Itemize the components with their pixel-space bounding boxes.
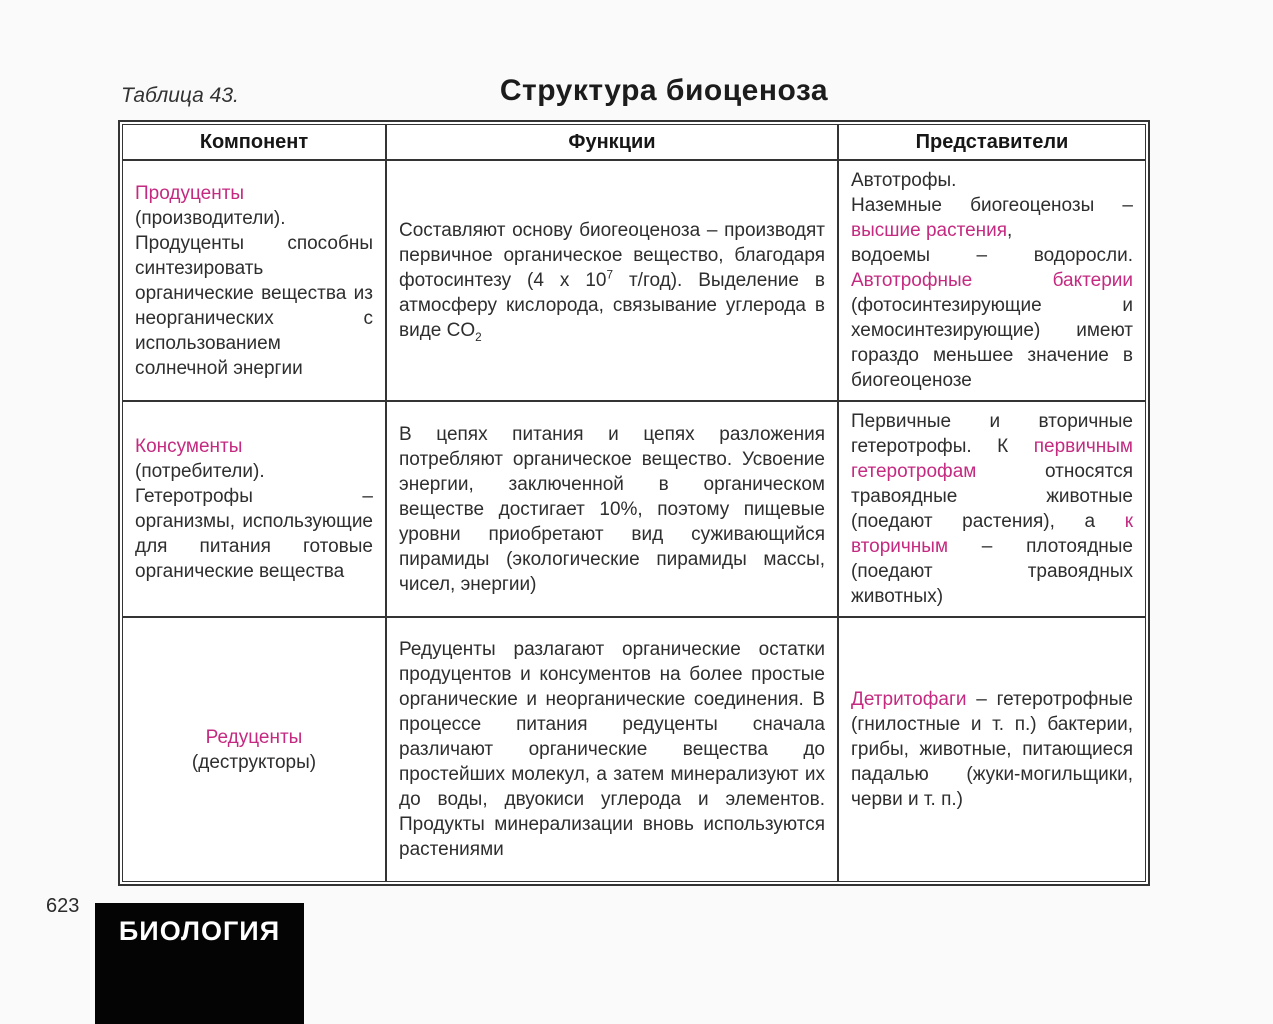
paragraph (135, 434, 373, 584)
text-segment: 2 (475, 330, 482, 344)
page-number: 623 (46, 895, 80, 917)
text-segment: 7 (606, 268, 614, 282)
cell-reducers-functions (387, 618, 839, 881)
text-segment: , (1007, 220, 1013, 241)
paragraph (851, 243, 1133, 393)
cell-reducers-representatives (839, 618, 1145, 881)
term-highlight: Консументы (135, 436, 243, 457)
header-cell-functions: Функции (387, 125, 839, 161)
header-cell-component: Компонент (123, 125, 387, 161)
text-segment: Редуценты разлагают органические остатки продуцентов и консументов на более простые органические и неорганические соединения. В процессе питания редуценты сначала различают органические вещества до простейших молекул, а затем минерализуют их до воды, двуокиси углерода и элементов. Продукты минерализации вновь используются растениями (399, 639, 825, 860)
cell-consumers-representatives (839, 402, 1145, 618)
table-label: Таблица 43. (121, 84, 239, 107)
cell-producers-representatives (839, 161, 1145, 402)
text-segment: (деструкторы) (191, 751, 317, 773)
text-segment: Автотрофы. (851, 170, 957, 191)
text-segment: Составляют основу биогеоценоза – производят первичное органическое вещество, благодаря фотосинтезу (4 х 10 (399, 220, 825, 291)
cell-consumers-functions (387, 402, 839, 618)
cell-producers-functions (387, 161, 839, 402)
footer-box (95, 903, 304, 1024)
paragraph (851, 193, 1133, 243)
page-title: Структура биоценоза (499, 74, 829, 107)
cell-producers-component (123, 161, 387, 402)
cell-reducers-component (123, 618, 387, 881)
paragraph (135, 750, 373, 775)
paragraph (399, 422, 825, 597)
paragraph (851, 409, 1133, 609)
text-segment: относятся травоядные животные (поедают растения), а (851, 461, 1133, 532)
paragraph (135, 181, 373, 381)
text-segment: В цепях питания и цепях разложения потребляют органическое вещество. Усвоение энергии, заключенной в органическом веществе достигает 10%, поэтому пищевые уровни приобретают вид суживающийся пирамиды (экологические пирамиды массы, чисел, энергии) (399, 423, 825, 595)
footer-brand: БИОЛОГИЯ (118, 916, 281, 946)
paragraph (851, 687, 1133, 812)
table-inner-frame (122, 124, 1146, 882)
paragraph (851, 168, 1133, 193)
text-segment: т/год). Выделение в атмосферу кислорода, связывание углерода в виде CO (399, 270, 825, 341)
text-segment: (фотосинтезирующие и хемосинтезирующие) имеют гораздо меньшее значение в биогеоценозе (851, 295, 1133, 391)
biocenosis-table (118, 120, 1150, 886)
term-highlight: к вторичным (851, 511, 1133, 557)
text-segment: (потребители). Гетеротрофы – организмы, использующие для питания готовые органические вещества (135, 461, 373, 582)
term-highlight: Редуценты (205, 726, 303, 748)
term-highlight: Автотрофные бактерии (851, 270, 1133, 291)
text-segment: (производители). Продуценты способны синтезировать органические вещества из неорганических с использованием солнечной энергии (135, 207, 373, 379)
text-segment: – гетеротрофные (гнилостные и т. п.) бактерии, грибы, животные, питающиеся падалью (жуки-могильщики, черви и т. п.) (851, 689, 1133, 810)
text-segment: Первичные и вторичные гетеротрофы. К (851, 411, 1133, 457)
table-grid (123, 125, 1145, 881)
text-segment: – плотоядные (поедают травоядных животных) (851, 536, 1133, 607)
paragraph (135, 725, 373, 750)
paragraph (399, 218, 825, 343)
text-segment: Наземные биогеоценозы – (851, 195, 1133, 216)
term-highlight: Продуценты (135, 182, 245, 204)
cell-consumers-component (123, 402, 387, 618)
text-segment: водоемы – водоросли. (851, 245, 1133, 266)
term-highlight: первичным гетеротрофам (851, 436, 1133, 482)
term-highlight: Детритофаги (851, 689, 967, 710)
header-cell-representatives: Представители (839, 125, 1145, 161)
term-highlight: высшие растения (851, 220, 1008, 241)
paragraph (399, 637, 825, 862)
